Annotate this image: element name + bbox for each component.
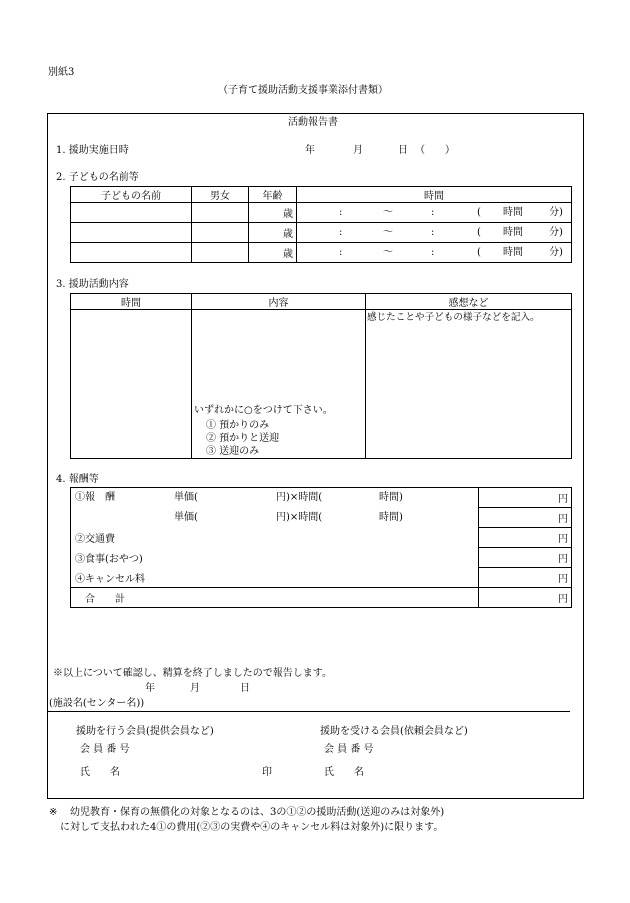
s1-day: 日 xyxy=(398,145,408,156)
children-table xyxy=(70,186,572,263)
choice-instruction: いずれかに○をつけて下さい。 xyxy=(194,405,333,416)
impression-note: 感じたことや子どもの様子などを記入。 xyxy=(367,312,540,323)
impression-cell xyxy=(366,310,572,459)
confirm-year: 年 xyxy=(145,683,155,694)
provider-name: 氏 名 xyxy=(80,767,120,778)
s1-weekday: （ ） xyxy=(415,145,455,156)
section-1-heading: 1. 援助実施日時 xyxy=(56,145,129,156)
confirm-month: 月 xyxy=(190,683,200,694)
age-unit: 歳 xyxy=(249,203,297,223)
receiver-member-number: 会 員 番 号 xyxy=(324,744,374,755)
table-row: 単価( 円)×時間( 時間) 円 xyxy=(71,508,572,528)
document-category: （子育て援助活動支援事業添付書類） xyxy=(218,85,388,96)
confirmation-statement: ※以上について確認し、精算を終了しましたので報告します。 xyxy=(53,668,332,679)
col-time: 時間 xyxy=(297,187,572,203)
total-label: 合 計 xyxy=(71,588,479,608)
table-row xyxy=(71,223,572,243)
section-4-heading: 4. 報酬等 xyxy=(56,474,99,485)
age-unit: 歳 xyxy=(249,223,297,243)
footnote-line-1: 幼児教育・保育の無償化の対象となるのは、3の①②の援助活動(送迎のみは対象外) xyxy=(70,807,445,818)
facility-underline xyxy=(48,711,570,712)
transport-label: ②交通費 xyxy=(71,528,479,548)
age-unit: 歳 xyxy=(249,243,297,263)
choice-3: ③ 送迎のみ xyxy=(206,446,260,457)
section-2-heading: 2. 子どもの名前等 xyxy=(56,172,139,183)
attachment-number: 別紙3 xyxy=(48,67,75,78)
col-activity-content: 内容 xyxy=(192,294,366,310)
table-row: 合 計 円 xyxy=(71,588,572,608)
s1-month: 月 xyxy=(353,145,363,156)
col-activity-time: 時間 xyxy=(71,294,192,310)
cancel-label: ④キャンセル料 xyxy=(71,568,479,588)
seal-mark: 印 xyxy=(262,767,272,778)
fee-table xyxy=(70,487,572,608)
col-impression: 感想など xyxy=(366,294,572,310)
confirm-day: 日 xyxy=(240,683,250,694)
s1-year: 年 xyxy=(305,145,315,156)
form-title: 活動報告書 xyxy=(288,117,338,128)
col-child-name: 子どもの名前 xyxy=(71,187,192,203)
activity-table xyxy=(70,293,572,459)
provider-member-title: 援助を行う会員(提供会員など) xyxy=(76,726,214,737)
receiver-member-title: 援助を受ける会員(依頼会員など) xyxy=(320,726,468,737)
col-sex: 男女 xyxy=(192,187,249,203)
activity-time-cell xyxy=(71,310,192,459)
table-row xyxy=(71,243,572,263)
fee-row-1: ①報 酬 単価( 円)×時間( 時間) xyxy=(71,488,479,508)
meals-label: ③食事(おやつ) xyxy=(71,548,479,568)
col-age: 年齢 xyxy=(249,187,297,203)
choice-2: ② 預かりと送迎 xyxy=(206,433,280,444)
footnote-line-2: に対して支払われた4①の費用(②③の実費や④のキャンセル料は対象外)に限ります。 xyxy=(60,822,444,833)
table-row: ③食事(おやつ) 円 xyxy=(71,548,572,568)
fee-row-2: 単価( 円)×時間( 時間) xyxy=(71,508,479,528)
table-row: ②交通費 円 xyxy=(71,528,572,548)
table-row: ④キャンセル料 円 xyxy=(71,568,572,588)
provider-member-number: 会 員 番 号 xyxy=(80,744,130,755)
choice-1: ① 預かりのみ xyxy=(206,420,270,431)
facility-name: (施設名(センター名)) xyxy=(49,698,145,709)
table-row: ①報 酬 単価( 円)×時間( 時間) 円 xyxy=(71,488,572,508)
section-3-heading: 3. 援助活動内容 xyxy=(56,279,129,290)
table-row xyxy=(71,203,572,223)
receiver-name: 氏 名 xyxy=(324,767,364,778)
time-cell: : 〜 : ( 時間 分) xyxy=(297,203,572,223)
time-cell: : 〜 : ( 時間 分) xyxy=(297,243,572,263)
activity-content-cell xyxy=(192,310,366,459)
footnote-mark: ※ xyxy=(49,807,58,818)
time-cell: : 〜 : ( 時間 分) xyxy=(297,223,572,243)
